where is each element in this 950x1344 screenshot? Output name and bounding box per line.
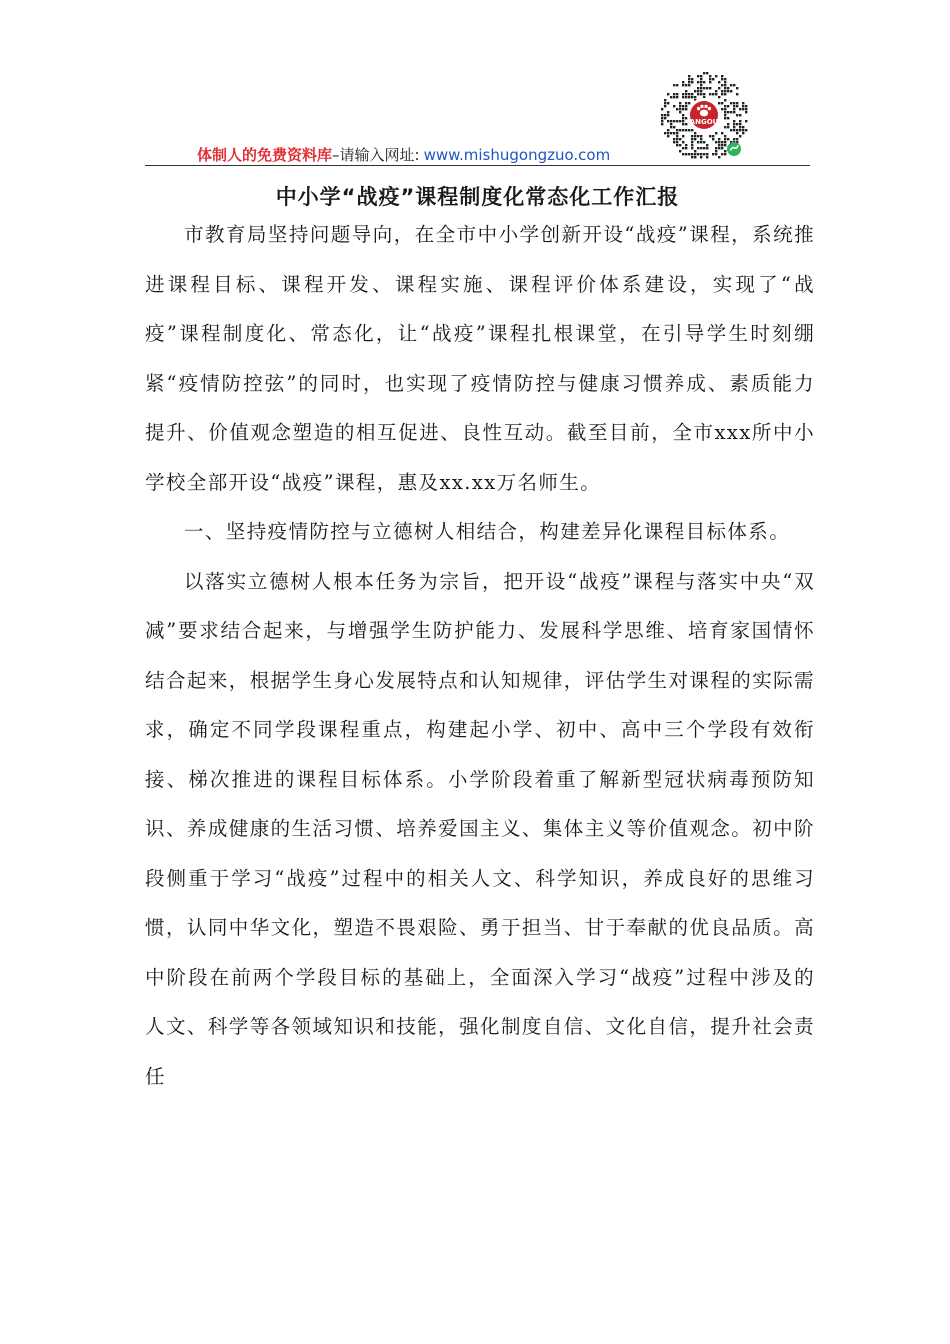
qr-module xyxy=(673,93,675,95)
qr-module xyxy=(700,135,702,137)
qr-module xyxy=(712,153,714,155)
qr-module xyxy=(676,96,678,98)
qr-module xyxy=(745,111,747,113)
qr-module xyxy=(724,111,726,113)
qr-module xyxy=(688,102,690,104)
qr-module xyxy=(664,105,666,107)
qr-module xyxy=(694,96,696,98)
qr-module xyxy=(667,114,669,116)
qr-module xyxy=(688,81,690,83)
qr-module xyxy=(718,144,720,146)
qr-module xyxy=(661,114,663,116)
qr-module xyxy=(742,126,744,128)
qr-module xyxy=(736,129,738,131)
qr-module xyxy=(673,105,675,107)
qr-module xyxy=(730,84,732,86)
qr-module xyxy=(736,105,738,107)
qr-module xyxy=(739,123,741,125)
qr-module xyxy=(703,153,705,155)
qr-module xyxy=(694,90,696,92)
qr-module xyxy=(703,72,705,74)
qr-module xyxy=(715,75,717,77)
qr-module xyxy=(727,117,729,119)
paragraph-section-1: 以落实立德树人根本任务为宗旨，把开设“战疫”课程与落实中央“双减”要求结合起来，与增强学生防护能力、发展科学思维、培育家国情怀结合起来，根据学生身心发展特点和认知规律，评估学生对课程的实际需求，确定不同学段课程重点，构建起小学、初中、高中三个学段有效衔接、梯次推进的课程目标体系。小学阶段着重了解新型冠状病毒预防知识、养成健康的生活习惯、培养爱国主义、集体主义等价值观念。初中阶段侧重于学习“战疫”过程中的相关人文、科学知识，养成良好的思维习惯，认同中华文化，塑造不畏艰险、勇于担当、甘于奉献的优良品质。高中阶段在前两个学段目标的基础上，全面深入学习“战疫”过程中涉及的人文、科学等各领域知识和技能，强化制度自信、文化自信，提升社会责任 xyxy=(145,569,815,1088)
qr-module xyxy=(685,129,687,131)
qr-module xyxy=(691,138,693,140)
qr-module xyxy=(691,129,693,131)
qr-module xyxy=(727,138,729,140)
qr-module xyxy=(733,126,735,128)
qr-module xyxy=(721,90,723,92)
qr-module xyxy=(670,132,672,134)
qr-module xyxy=(715,132,717,134)
qr-code-graphic xyxy=(655,66,753,164)
qr-module xyxy=(697,147,699,149)
qr-module xyxy=(694,138,696,140)
qr-module xyxy=(724,138,726,140)
qr-module xyxy=(733,123,735,125)
qr-module xyxy=(718,141,720,143)
qr-module xyxy=(700,75,702,77)
qr-module xyxy=(667,132,669,134)
qr-module xyxy=(703,93,705,95)
qr-module xyxy=(718,87,720,89)
qr-module xyxy=(676,132,678,134)
qr-module xyxy=(664,102,666,104)
qr-module xyxy=(691,156,693,158)
qr-module xyxy=(679,120,681,122)
qr-module xyxy=(724,150,726,152)
qr-module xyxy=(661,117,663,119)
qr-module xyxy=(679,102,681,104)
qr-module xyxy=(697,90,699,92)
qr-module xyxy=(679,138,681,140)
qr-module xyxy=(682,147,684,149)
qr-module xyxy=(691,147,693,149)
qr-module xyxy=(676,84,678,86)
qr-module xyxy=(700,147,702,149)
qr-module xyxy=(685,144,687,146)
qr-module xyxy=(670,123,672,125)
qr-module xyxy=(721,78,723,80)
qr-module xyxy=(664,117,666,119)
qr-module xyxy=(727,90,729,92)
qr-module xyxy=(724,93,726,95)
qr-module xyxy=(721,93,723,95)
qr-module xyxy=(682,84,684,86)
qr-module xyxy=(724,99,726,101)
qr-module xyxy=(688,75,690,77)
qr-module xyxy=(700,78,702,80)
qr-module xyxy=(724,90,726,92)
qr-module xyxy=(685,147,687,149)
qr-module xyxy=(730,129,732,131)
qr-module xyxy=(742,105,744,107)
qr-module xyxy=(682,93,684,95)
qr-module xyxy=(679,129,681,131)
qr-module xyxy=(682,108,684,110)
qr-module xyxy=(733,120,735,122)
qr-module xyxy=(688,78,690,80)
qr-module xyxy=(694,156,696,158)
qr-module xyxy=(742,108,744,110)
qr-module xyxy=(709,75,711,77)
qr-module xyxy=(733,111,735,113)
qr-module xyxy=(682,96,684,98)
qr-module xyxy=(715,153,717,155)
qr-module xyxy=(721,141,723,143)
qr-module xyxy=(721,144,723,146)
qr-module xyxy=(733,129,735,131)
qr-module xyxy=(724,78,726,80)
qr-module xyxy=(688,129,690,131)
page-header xyxy=(145,60,810,170)
qr-module xyxy=(745,108,747,110)
qr-module xyxy=(673,132,675,134)
qr-module xyxy=(682,81,684,83)
qr-module xyxy=(667,102,669,104)
qr-module xyxy=(724,141,726,143)
qr-module xyxy=(736,87,738,89)
qr-module xyxy=(679,105,681,107)
qr-module xyxy=(718,96,720,98)
qr-module xyxy=(667,93,669,95)
qr-module xyxy=(676,144,678,146)
qr-module xyxy=(703,87,705,89)
qr-module xyxy=(700,84,702,86)
qr-module xyxy=(739,108,741,110)
qr-module xyxy=(691,135,693,137)
qr-module xyxy=(709,87,711,89)
qr-module xyxy=(706,156,708,158)
qr-module xyxy=(718,81,720,83)
qr-module xyxy=(670,126,672,128)
qr-module xyxy=(706,144,708,146)
qr-module xyxy=(685,105,687,107)
qr-module xyxy=(733,84,735,86)
qr-module xyxy=(697,75,699,77)
qr-module xyxy=(700,138,702,140)
qr-module xyxy=(700,141,702,143)
qr-module xyxy=(724,135,726,137)
qr-module xyxy=(679,108,681,110)
qr-module xyxy=(736,123,738,125)
qr-module xyxy=(667,135,669,137)
qr-module xyxy=(712,93,714,95)
qr-code xyxy=(655,66,753,164)
header-divider xyxy=(145,165,810,166)
qr-module xyxy=(733,138,735,140)
qr-module xyxy=(685,102,687,104)
qr-module xyxy=(673,141,675,143)
qr-module xyxy=(700,81,702,83)
qr-module xyxy=(697,81,699,83)
qr-module xyxy=(718,156,720,158)
qr-module xyxy=(700,87,702,89)
qr-module xyxy=(688,84,690,86)
qr-module xyxy=(676,108,678,110)
qr-module xyxy=(682,135,684,137)
qr-module xyxy=(733,102,735,104)
qr-module xyxy=(676,93,678,95)
qr-module xyxy=(721,132,723,134)
qr-module xyxy=(682,123,684,125)
qr-module xyxy=(730,90,732,92)
qr-module xyxy=(682,141,684,143)
qr-module xyxy=(667,129,669,131)
qr-module xyxy=(715,141,717,143)
qr-module xyxy=(694,132,696,134)
qr-module xyxy=(724,117,726,119)
qr-module xyxy=(721,153,723,155)
qr-module xyxy=(673,126,675,128)
qr-module xyxy=(679,111,681,113)
qr-module xyxy=(679,150,681,152)
qr-module xyxy=(700,156,702,158)
qr-module xyxy=(661,120,663,122)
qr-module xyxy=(700,90,702,92)
qr-module xyxy=(673,120,675,122)
qr-module xyxy=(691,81,693,83)
qr-module xyxy=(742,132,744,134)
qr-module xyxy=(736,138,738,140)
qr-module xyxy=(724,81,726,83)
qr-module xyxy=(694,150,696,152)
qr-module xyxy=(661,123,663,125)
qr-module xyxy=(667,120,669,122)
qr-module xyxy=(724,108,726,110)
qr-module xyxy=(718,138,720,140)
qr-module xyxy=(736,132,738,134)
qr-module xyxy=(697,135,699,137)
qr-module xyxy=(670,96,672,98)
section-heading-1: 一、坚持疫情防控与立德树人相结合，构建差异化课程目标体系。 xyxy=(184,520,791,543)
qr-module xyxy=(703,81,705,83)
qr-module xyxy=(733,108,735,110)
document-body xyxy=(145,210,815,1101)
qr-module xyxy=(739,135,741,137)
qr-module xyxy=(697,153,699,155)
qr-module xyxy=(745,120,747,122)
qr-module xyxy=(718,147,720,149)
qr-module xyxy=(682,153,684,155)
qr-module xyxy=(676,129,678,131)
qr-module xyxy=(739,114,741,116)
qr-module xyxy=(724,87,726,89)
qr-module xyxy=(682,117,684,119)
qr-module xyxy=(685,93,687,95)
qr-module xyxy=(691,144,693,146)
qr-module xyxy=(697,141,699,143)
qr-module xyxy=(676,138,678,140)
qr-module xyxy=(697,87,699,89)
qr-module xyxy=(712,135,714,137)
qr-module xyxy=(715,147,717,149)
qr-badge-text: ANGOU xyxy=(689,118,719,126)
qr-module xyxy=(679,144,681,146)
qr-module xyxy=(721,75,723,77)
qr-module xyxy=(706,87,708,89)
qr-module xyxy=(724,84,726,86)
qr-module xyxy=(724,153,726,155)
qr-module xyxy=(688,93,690,95)
qr-module xyxy=(745,105,747,107)
banner-prompt: –请输入网址: xyxy=(332,146,420,164)
site-banner xyxy=(197,146,610,164)
qr-module xyxy=(727,126,729,128)
qr-module xyxy=(724,144,726,146)
qr-module xyxy=(712,78,714,80)
qr-module xyxy=(694,135,696,137)
qr-module xyxy=(685,108,687,110)
qr-module xyxy=(733,105,735,107)
qr-module xyxy=(706,72,708,74)
qr-module xyxy=(709,78,711,80)
qr-module xyxy=(727,123,729,125)
qr-module xyxy=(676,135,678,137)
qr-module xyxy=(682,120,684,122)
qr-module xyxy=(673,84,675,86)
qr-module xyxy=(736,93,738,95)
qr-module xyxy=(742,129,744,131)
qr-module xyxy=(730,111,732,113)
qr-module xyxy=(706,147,708,149)
qr-module xyxy=(661,108,663,110)
qr-module xyxy=(691,141,693,143)
qr-module xyxy=(697,93,699,95)
qr-module xyxy=(739,126,741,128)
qr-module xyxy=(715,90,717,92)
qr-module xyxy=(721,84,723,86)
qr-module xyxy=(682,105,684,107)
qr-module xyxy=(715,93,717,95)
qr-module xyxy=(745,129,747,131)
qr-module xyxy=(721,147,723,149)
qr-module xyxy=(736,102,738,104)
paragraph-intro: 市教育局坚持问题导向，在全市中小学创新开设“战疫”课程，系统推进课程目标、课程开发、课程实施、课程评价体系建设，实现了“战疫”课程制度化、常态化，让“战疫”课程扎根课堂，在引导学生时刻绷紧“疫情防控弦”的同时，也实现了疫情防控与健康习惯养成、素质能力提升、价值观念塑造的相互促进、良性互动。截至目前，全市xxx所中小学校全部开设“战疫”课程，惠及xx.xx万名师生。 xyxy=(145,223,815,494)
qr-module xyxy=(685,117,687,119)
qr-module xyxy=(727,87,729,89)
qr-module xyxy=(667,111,669,113)
qr-module xyxy=(685,96,687,98)
banner-url-link[interactable]: www.mishugongzuo.com xyxy=(423,146,611,164)
qr-module xyxy=(712,138,714,140)
qr-module xyxy=(703,141,705,143)
qr-module xyxy=(709,81,711,83)
qr-module xyxy=(727,111,729,113)
qr-module xyxy=(739,129,741,131)
qr-module xyxy=(730,102,732,104)
qr-module xyxy=(691,153,693,155)
banner-brand: 体制人的免费资料库 xyxy=(197,146,333,164)
qr-module xyxy=(724,126,726,128)
qr-module xyxy=(685,123,687,125)
qr-module xyxy=(727,105,729,107)
qr-module xyxy=(664,114,666,116)
qr-module xyxy=(691,93,693,95)
qr-module xyxy=(721,102,723,104)
qr-module xyxy=(721,108,723,110)
qr-module xyxy=(718,102,720,104)
qr-module xyxy=(715,150,717,152)
qr-module xyxy=(724,105,726,107)
document-title: 中小学“战疫”课程制度化常态化工作汇报 xyxy=(275,185,680,209)
qr-module xyxy=(700,153,702,155)
qr-module xyxy=(691,96,693,98)
qr-module xyxy=(664,99,666,101)
qr-module xyxy=(724,114,726,116)
qr-module xyxy=(676,120,678,122)
qr-module xyxy=(673,96,675,98)
qr-module xyxy=(670,120,672,122)
qr-module xyxy=(685,90,687,92)
qr-module xyxy=(673,138,675,140)
qr-module xyxy=(700,93,702,95)
qr-module xyxy=(664,132,666,134)
qr-module xyxy=(709,93,711,95)
qr-module xyxy=(706,153,708,155)
qr-module xyxy=(685,153,687,155)
qr-module xyxy=(739,120,741,122)
qr-module xyxy=(742,102,744,104)
qr-module xyxy=(685,84,687,86)
qr-module xyxy=(688,153,690,155)
qr-module xyxy=(736,114,738,116)
qr-module xyxy=(709,135,711,137)
wechat-mini-program-icon xyxy=(727,142,741,156)
qr-module xyxy=(676,141,678,143)
qr-module xyxy=(682,114,684,116)
qr-module xyxy=(703,147,705,149)
qr-module xyxy=(688,96,690,98)
qr-module xyxy=(694,153,696,155)
qr-module xyxy=(682,129,684,131)
qr-module xyxy=(691,78,693,80)
